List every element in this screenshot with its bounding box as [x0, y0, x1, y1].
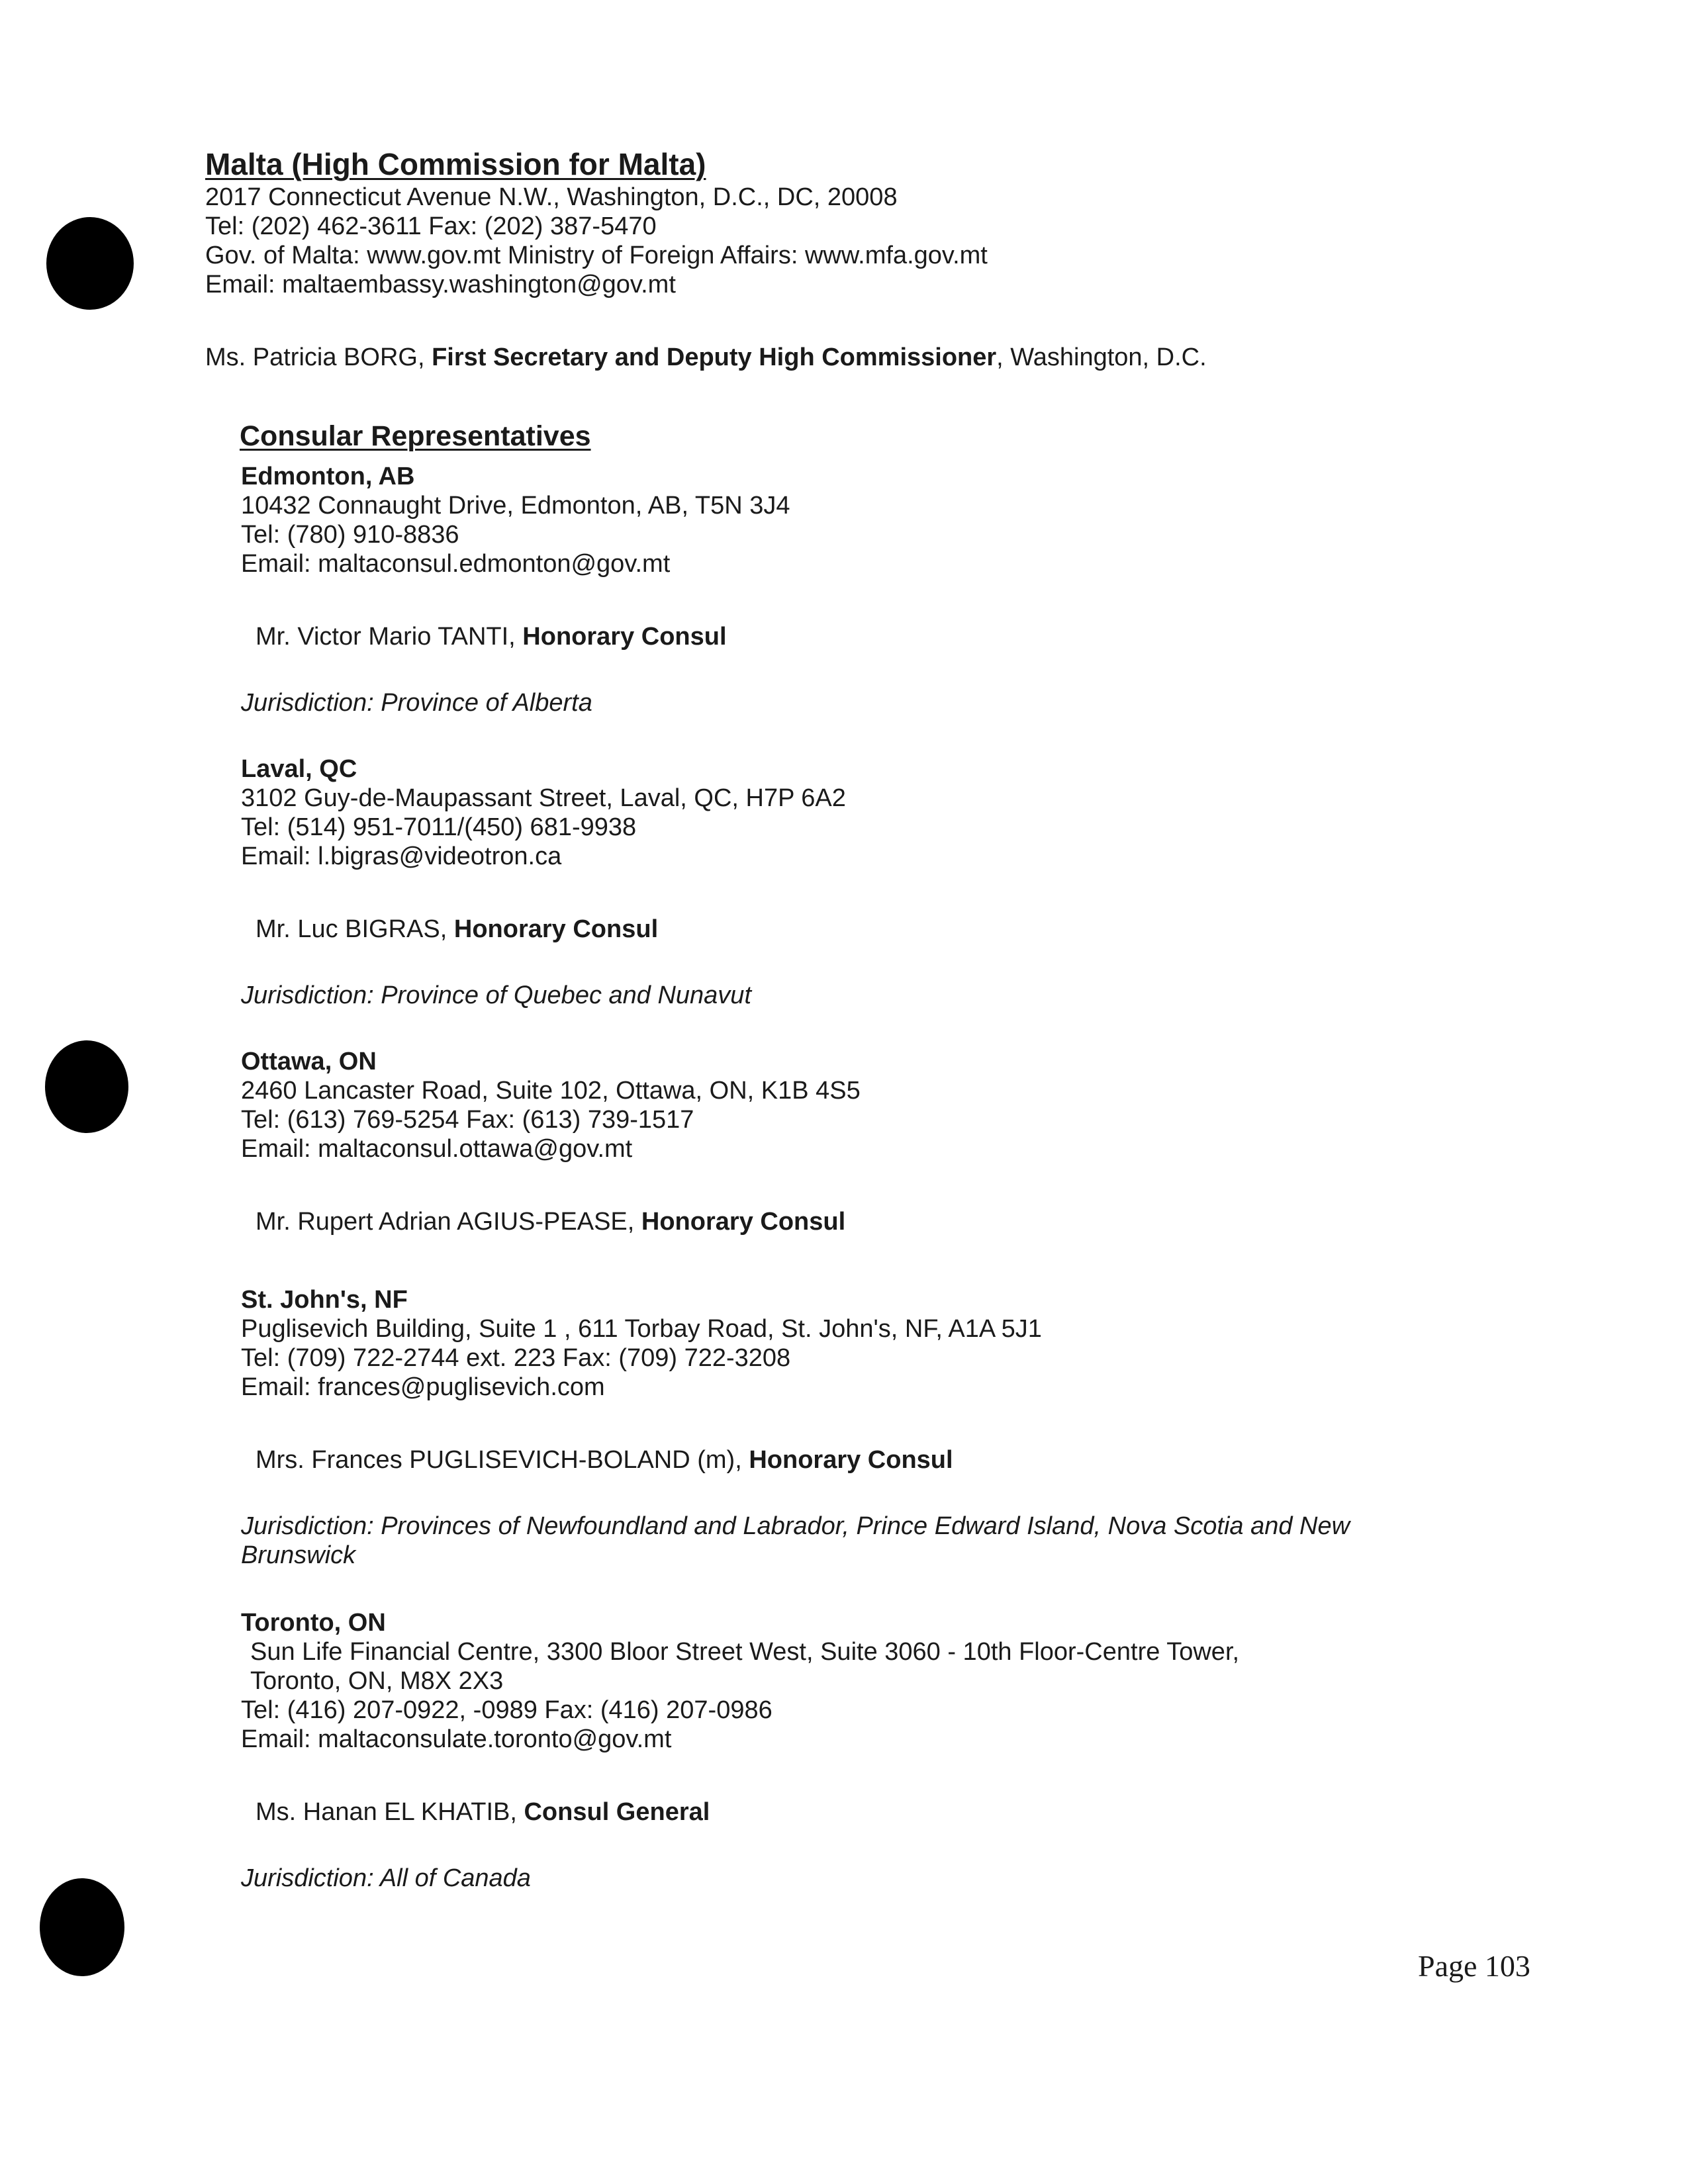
mission-email: Email: maltaembassy.washington@gov.mt [205, 271, 676, 298]
consul-role: Honorary Consul [522, 623, 727, 651]
consulate-address: 3102 Guy-de-Maupassant Street, Laval, QC, H7P 6A2 [241, 784, 846, 812]
jurisdiction [241, 981, 751, 1010]
consulate-city: Laval, QC [241, 755, 357, 783]
jurisdiction-value: Province of Quebec and Nunavut [381, 981, 751, 1009]
mission-tel-fax: Tel: (202) 462-3611 Fax: (202) 387-5470 [205, 212, 657, 240]
consulate-city: Toronto, ON [241, 1609, 386, 1637]
consulate-address: Puglisevich Building, Suite 1 , 611 Torbay Road, St. John's, NF, A1A 5J1 [241, 1315, 1042, 1343]
consul-line [256, 1207, 845, 1236]
jurisdiction-value: Province of Alberta [381, 689, 592, 717]
consul-line [256, 622, 727, 651]
mission-websites: Gov. of Malta: www.gov.mt Ministry of Foreign Affairs: www.mfa.gov.mt [205, 242, 988, 269]
jurisdiction-label: Jurisdiction: [241, 981, 374, 1009]
consul-name: Mrs. Frances PUGLISEVICH-BOLAND (m), [256, 1446, 742, 1474]
consulate-tel: Tel: (613) 769-5254 Fax: (613) 739-1517 [241, 1106, 694, 1134]
jurisdiction-value: Provinces of Newfoundland and Labrador, Prince Edward Island, Nova Scotia and New Brunswick [241, 1512, 1350, 1569]
deputy-line [205, 343, 1207, 372]
consul-name: Ms. Hanan EL KHATIB, [256, 1798, 517, 1826]
consulate-tel: Tel: (514) 951-7011/(450) 681-9938 [241, 813, 637, 841]
consulate-email: Email: maltaconsul.edmonton@gov.mt [241, 550, 671, 578]
consul-role: Consul General [524, 1798, 710, 1826]
page-number: Page 103 [1418, 1949, 1530, 1983]
consular-heading: Consular Representatives [240, 420, 591, 452]
jurisdiction-label: Jurisdiction: [241, 689, 374, 717]
consul-line [256, 915, 658, 944]
jurisdiction [241, 1864, 531, 1893]
consulate-city: St. John's, NF [241, 1286, 408, 1314]
jurisdiction [241, 1512, 1380, 1570]
jurisdiction-label: Jurisdiction: [241, 1512, 374, 1540]
deputy-name: Ms. Patricia BORG, [205, 343, 425, 371]
punch-hole-middle [45, 1040, 128, 1133]
deputy-location: , Washington, D.C. [996, 343, 1207, 371]
jurisdiction-value: All of Canada [379, 1864, 531, 1892]
consul-role: Honorary Consul [749, 1446, 953, 1474]
consulate-tel: Tel: (416) 207-0922, -0989 Fax: (416) 207-0986 [241, 1696, 773, 1724]
consul-name: Mr. Victor Mario TANTI, [256, 623, 516, 651]
deputy-title: First Secretary and Deputy High Commissioner [432, 343, 997, 371]
consul-name: Mr. Luc BIGRAS, [256, 915, 447, 943]
consulate-address-line2: Toronto, ON, M8X 2X3 [250, 1667, 504, 1695]
consulate-address: Sun Life Financial Centre, 3300 Bloor Street West, Suite 3060 - 10th Floor-Centre Tower, [250, 1638, 1240, 1666]
consul-role: Honorary Consul [453, 915, 659, 943]
mission-title: Malta (High Commission for Malta) [205, 147, 706, 181]
jurisdiction-label: Jurisdiction: [241, 1864, 374, 1892]
consulate-email: Email: maltaconsul.ottawa@gov.mt [241, 1135, 633, 1163]
consulate-city: Edmonton, AB [241, 463, 415, 490]
punch-hole-top [46, 217, 134, 310]
mission-address: 2017 Connecticut Avenue N.W., Washington, D.C., DC, 20008 [205, 183, 898, 211]
consul-line [256, 1445, 953, 1475]
consulate-email: Email: l.bigras@videotron.ca [241, 842, 562, 870]
punch-hole-bottom [40, 1878, 124, 1976]
consulate-address: 10432 Connaught Drive, Edmonton, AB, T5N 3J4 [241, 492, 790, 520]
consulate-address: 2460 Lancaster Road, Suite 102, Ottawa, ON, K1B 4S5 [241, 1077, 861, 1105]
consulate-email: Email: maltaconsulate.toronto@gov.mt [241, 1725, 672, 1753]
jurisdiction [241, 688, 592, 717]
consulate-email: Email: frances@puglisevich.com [241, 1373, 605, 1401]
consulate-tel: Tel: (709) 722-2744 ext. 223 Fax: (709) 722-3208 [241, 1344, 791, 1372]
consul-role: Honorary Consul [641, 1208, 846, 1236]
consulate-tel: Tel: (780) 910-8836 [241, 521, 459, 549]
consul-name: Mr. Rupert Adrian AGIUS-PEASE, [256, 1208, 635, 1236]
consul-line [256, 1797, 710, 1827]
consulate-city: Ottawa, ON [241, 1048, 377, 1075]
